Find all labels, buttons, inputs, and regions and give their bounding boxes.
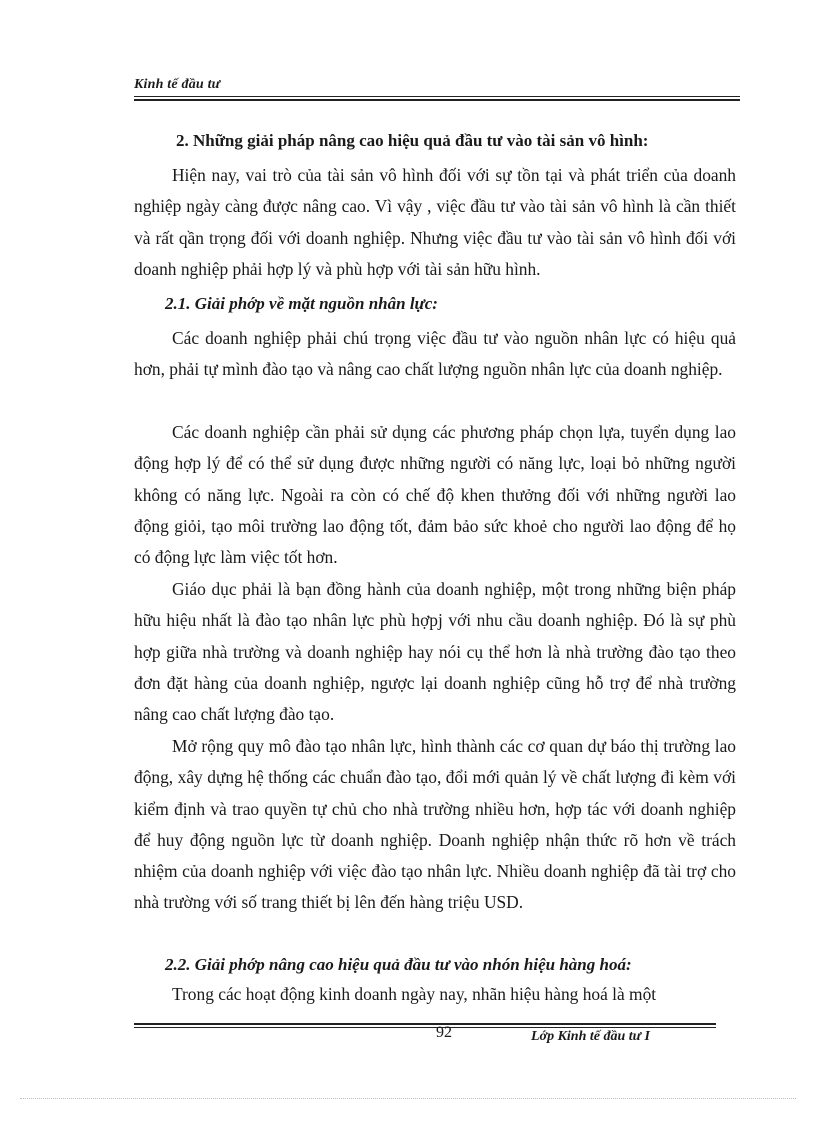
paragraph-1: Các doanh nghiệp phải chú trọng việc đầu tư vào nguồn nhân lực có hiệu quả hơn, phải tự mình đào tạo và nâng cao chất lượng nguồn nhân lực của doanh nghiệp.: [134, 328, 736, 380]
header-rule-bottom: [134, 99, 740, 101]
page-edge-divider: [20, 1098, 796, 1099]
header-rule-top: [134, 96, 740, 97]
header-title: Kinh tế đầu tư: [134, 77, 221, 92]
footer-rule-top: [134, 1023, 716, 1025]
section-heading: 2. Những giải pháp nâng cao hiệu quả đầu tư vào tài sản vô hình:: [176, 131, 649, 150]
intro-paragraph: Hiện nay, vai trò của tài sản vô hình đối với sự tồn tại và phát triển của doanh nghiệp ngày càng được nâng cao. Vì vậy , việc đầu tư vào tài sản vô hình là cần thiết và rất qần trọng đối với doanh nghiệp. Nhưng việc đầu tư vào tài sản vô hình đối với doanh nghiệp phải hợp lý và phù hợp với tài sản hữu hình.: [134, 165, 736, 279]
page-number: 92: [436, 1024, 452, 1041]
footer-rule-bottom: [134, 1027, 716, 1028]
footer-title: Lớp Kinh tế đầu tư I: [531, 1029, 650, 1044]
paragraph-5: Trong các hoạt động kinh doanh ngày nay, nhãn hiệu hàng hoá là một: [172, 984, 657, 1004]
paragraph-4: Mở rộng quy mô đào tạo nhân lực, hình thành các cơ quan dự báo thị trường lao động, xây dựng hệ thống các chuẩn đào tạo, đổi mới quản lý về chất lượng đi kèm với kiểm định và trao quyền tự chủ cho nhà trường nhiều hơn, hợp tác với doanh nghiệp để huy động nguồn lực từ doanh nghiệp. Doanh nghiệp nhận thức rõ hơn về trách nhiệm của doanh nghiệp với việc đào tạo nhân lực. Nhiều doanh nghiệp đã tài trợ cho nhà trường với số trang thiết bị lên đến hàng triệu USD.: [134, 736, 736, 913]
paragraph-2: Các doanh nghiệp cần phải sử dụng các phương pháp chọn lựa, tuyển dụng lao động hợp lý để có thể sử dụng được những người có năng lực, loại bỏ những người không có năng lực. Ngoài ra còn có chế độ khen thưởng đối với những người lao động giỏi, tạo môi trường lao động tốt, đảm bảo sức khoẻ cho người lao động để họ có động lực làm việc tốt hơn.: [134, 422, 736, 568]
sub-heading-human-resources: 2.1. Giải phớp về mặt nguồn nhân lực:: [165, 294, 438, 313]
sub-heading-trademark: 2.2. Giải phớp nâng cao hiệu quả đầu tư vào nhón hiệu hàng hoá:: [165, 955, 632, 974]
paragraph-3: Giáo dục phải là bạn đồng hành của doanh nghiệp, một trong những biện pháp hữu hiệu nhất là đào tạo nhân lực phù hợpj với nhu cầu doanh nghiệp. Đó là sự phù hợp giữa nhà trường và doanh nghiệp hay nói cụ thể hơn là nhà trường đào tạo theo đơn đặt hàng của doanh nghiệp, ngược lại doanh nghiệp cũng hỗ trợ để nhà trường nâng cao chất lượng đào tạo.: [134, 579, 736, 725]
